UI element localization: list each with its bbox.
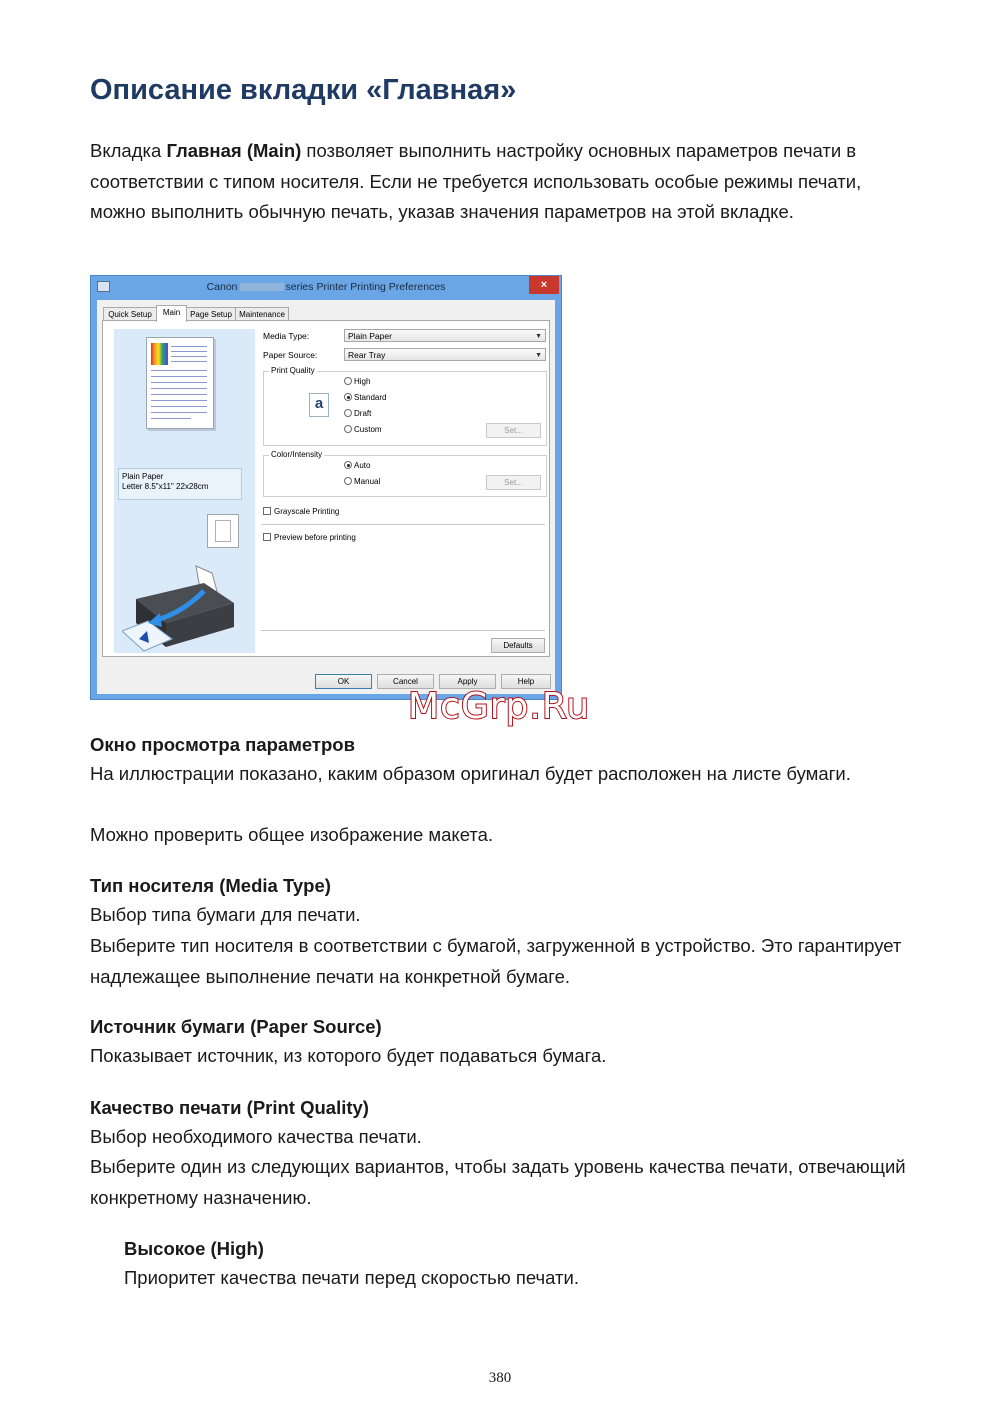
dialog-titlebar <box>91 276 561 298</box>
grayscale-checkbox[interactable] <box>263 507 339 517</box>
color-set-button[interactable]: Set... <box>486 475 541 490</box>
preview-image-thumbnail <box>151 343 168 365</box>
divider <box>261 524 545 525</box>
media-type-select[interactable] <box>344 329 546 342</box>
media-info-type: Plain Paper <box>122 472 164 481</box>
preview-text-line <box>151 412 207 413</box>
settings-preview-pane <box>114 329 255 653</box>
radio-selected-icon <box>344 461 352 469</box>
chevron-down-icon: ▼ <box>535 333 542 340</box>
section-heading-media-type: Тип носителя (Media Type) <box>90 875 331 896</box>
media-type-value: Plain Paper <box>348 331 392 341</box>
preview-text-line <box>151 400 207 401</box>
quality-custom-label: Custom <box>354 425 382 434</box>
intro-text-end: позволяет выполнить настройку основных параметров печати в соответствии с типом носителя. Если не требуется использовать особые режимы печати, можно выполнить обычную печать, указав значения параметров на этой вкладке. <box>90 140 862 222</box>
preview-text-line <box>151 388 207 389</box>
quality-set-button[interactable]: Set... <box>486 423 541 438</box>
section-heading-high: Высокое (High) <box>124 1238 264 1259</box>
paper-source-value: Rear Tray <box>348 350 386 360</box>
tab-quick-setup[interactable]: Quick Setup <box>103 307 157 321</box>
preview-text-line <box>151 406 207 407</box>
color-intensity-title: Color/Intensity <box>271 450 323 459</box>
divider <box>261 630 545 631</box>
page-number: 380 <box>488 1370 512 1386</box>
checkbox-icon <box>263 533 271 541</box>
section-heading-print-quality: Качество печати (Print Quality) <box>90 1097 369 1118</box>
preview-text-line <box>151 370 207 371</box>
dialog-client-area <box>97 300 555 694</box>
media-info-size: Letter 8.5"x11" 22x28cm <box>122 482 209 491</box>
document-icon <box>207 514 239 548</box>
quality-standard-label: Standard <box>354 393 387 402</box>
paper-source-label: Paper Source: <box>263 350 318 360</box>
dialog-title <box>91 281 561 293</box>
preview-before-printing-label: Preview before printing <box>274 533 356 542</box>
quality-standard-radio[interactable] <box>344 393 386 403</box>
paper-preview <box>146 337 214 429</box>
preview-text-line <box>151 418 191 419</box>
quality-icon: a <box>309 393 329 417</box>
quality-draft-label: Draft <box>354 409 372 418</box>
section-text-print-quality-1: Выбор необходимого качества печати. <box>90 1126 422 1147</box>
section-heading-preview: Окно просмотра параметров <box>90 734 355 755</box>
radio-icon <box>344 409 352 417</box>
main-tab-panel <box>102 320 550 657</box>
section-text-high: Приоритет качества печати перед скоростью печати. <box>124 1267 579 1288</box>
section-text-media-type-1: Выбор типа бумаги для печати. <box>90 904 361 925</box>
radio-icon <box>344 377 352 385</box>
preview-text-line <box>171 351 207 352</box>
section-heading-paper-source: Источник бумаги (Paper Source) <box>90 1016 382 1037</box>
color-auto-radio[interactable] <box>344 461 370 471</box>
paper-source-select[interactable] <box>344 348 546 361</box>
close-button[interactable] <box>529 276 559 294</box>
print-quality-title: Print Quality <box>271 366 315 375</box>
apply-button[interactable]: Apply <box>439 674 496 689</box>
preview-text-line <box>151 382 207 383</box>
preview-text-line <box>171 361 207 362</box>
quality-high-label: High <box>354 377 371 386</box>
preview-before-printing-checkbox[interactable] <box>263 533 356 543</box>
defaults-button[interactable]: Defaults <box>491 638 545 653</box>
intro-text-bold: Главная (Main) <box>166 140 302 161</box>
color-auto-label: Auto <box>354 461 371 470</box>
grayscale-label: Grayscale Printing <box>274 507 340 516</box>
printer-preferences-dialog <box>90 275 562 700</box>
section-text-media-type-2: Выберите тип носителя в соответствии с бумагой, загруженной в устройство. Это гарантирует надлежащее выполнение печати на конкретной бумаге. <box>90 935 902 987</box>
color-manual-radio[interactable] <box>344 477 380 487</box>
media-info-box <box>118 468 242 500</box>
model-name-redaction <box>240 283 284 291</box>
ok-button[interactable]: OK <box>315 674 372 689</box>
chevron-down-icon: ▼ <box>535 352 542 359</box>
preview-text-line <box>151 376 207 377</box>
help-button[interactable]: Help <box>501 674 551 689</box>
section-text-paper-source: Показывает источник, из которого будет подаваться бумага. <box>90 1045 607 1066</box>
page-title: Описание вкладки «Главная» <box>90 74 517 106</box>
printer-rear-tray-illustration <box>122 561 248 653</box>
print-quality-group <box>263 366 547 446</box>
checkbox-icon <box>263 507 271 515</box>
section-text-print-quality-2: Выберите один из следующих вариантов, чтобы задать уровень качества печати, отвечающий конкретному назначению. <box>90 1156 906 1208</box>
quality-draft-radio[interactable] <box>344 409 371 419</box>
media-type-label: Media Type: <box>263 331 310 341</box>
dialog-title-left: Canon <box>206 281 238 293</box>
tab-page-setup[interactable]: Page Setup <box>186 307 236 321</box>
radio-icon <box>344 425 352 433</box>
quality-custom-radio[interactable] <box>344 425 382 435</box>
preview-text-line <box>151 394 207 395</box>
preview-text-line <box>171 356 207 357</box>
tab-main[interactable]: Main <box>156 305 187 322</box>
color-manual-label: Manual <box>354 477 381 486</box>
cancel-button[interactable]: Cancel <box>377 674 434 689</box>
dialog-title-right: series Printer Printing Preferences <box>285 281 446 293</box>
watermark: McGrp.Ru <box>408 686 591 727</box>
radio-icon <box>344 477 352 485</box>
intro-paragraph <box>90 136 910 228</box>
tab-maintenance[interactable]: Maintenance <box>235 307 289 321</box>
preview-text-line <box>171 346 207 347</box>
section-text-preview-1: На иллюстрации показано, каким образом оригинал будет расположен на листе бумаги. <box>90 763 851 784</box>
intro-text-start: Вкладка <box>90 140 167 161</box>
radio-selected-icon <box>344 393 352 401</box>
section-text-preview-2: Можно проверить общее изображение макета. <box>90 824 494 845</box>
color-intensity-group <box>263 450 547 497</box>
quality-high-radio[interactable] <box>344 377 370 387</box>
close-icon: × <box>540 279 548 291</box>
